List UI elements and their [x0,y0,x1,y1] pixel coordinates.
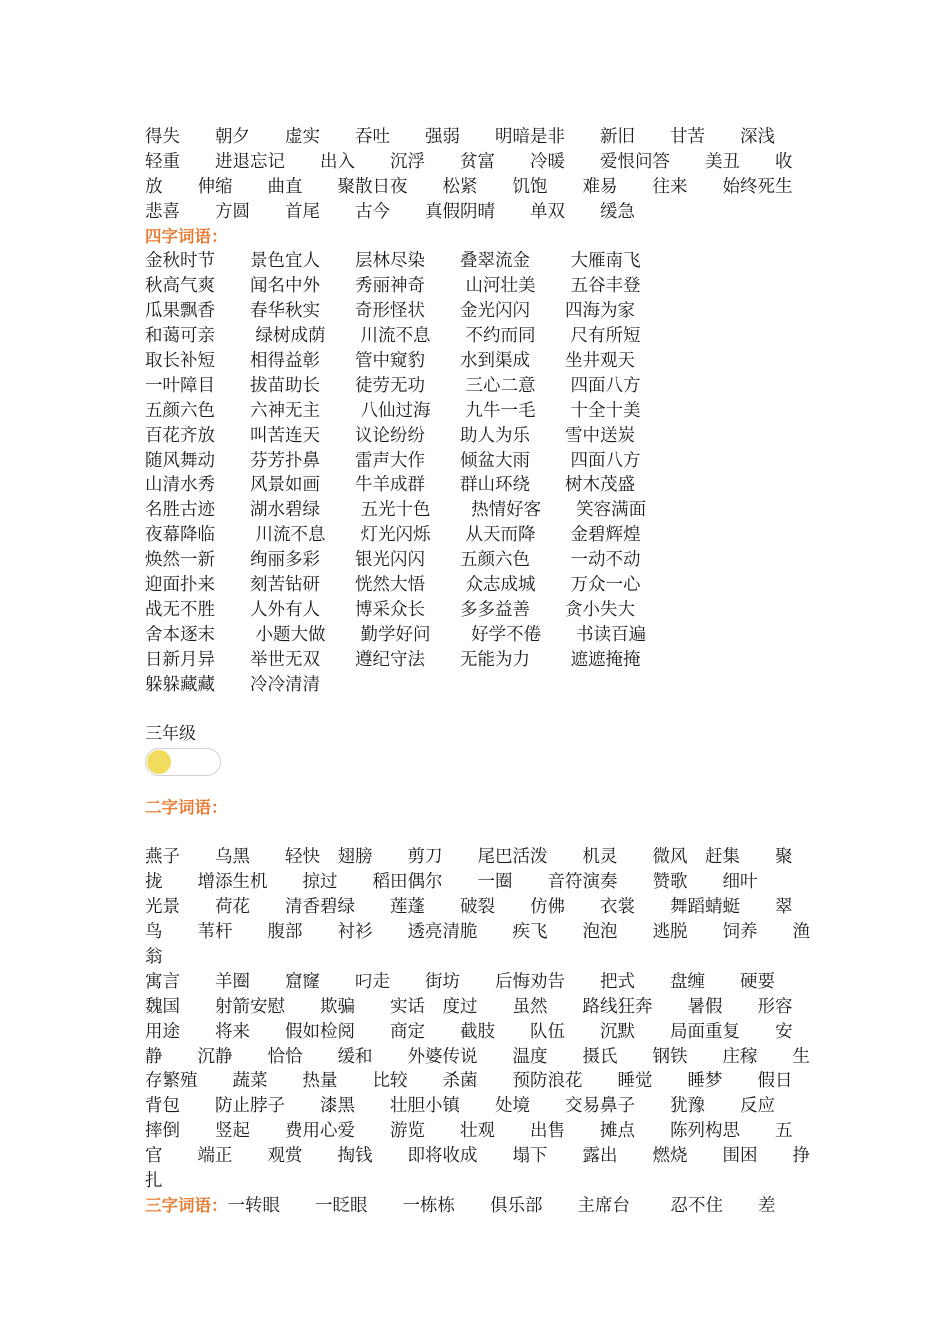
word-line: 悲喜 方圆 首尾 古今 真假阴晴 单双 缓急 [145,201,635,222]
word-line: 夜幕降临 川流不息 灯光闪烁 从天而降 金碧辉煌 [145,525,641,546]
word-line: 轻重 进退忘记 出入 沉浮 贫富 冷暖 爱恨问答 美丑 收 [145,151,793,172]
word-line: 焕然一新 绚丽多彩 银光闪闪 五颜六色 一动不动 [145,550,641,571]
word-line: 背包 防止脖子 漆黑 壮胆小镇 处境 交易鼻子 犹豫 反应 [145,1096,775,1117]
word-line: 五颜六色 六神无主 八仙过海 九牛一毛 十全十美 [145,400,641,421]
word-line: 官 端正 观赏 掏钱 即将收成 塌下 露出 燃烧 围困 挣 [145,1146,810,1167]
word-line: 百花齐放 叫苦连天 议论纷纷 助人为乐 雪中送炭 [145,425,635,446]
word-line: 用途 将来 假如检阅 商定 截肢 队伍 沉默 局面重复 安 [145,1021,793,1042]
word-line: 名胜古迹 湖水碧绿 五光十色 热情好客 笑容满面 [145,500,647,521]
word-line: 拢 增添生机 掠过 稻田偶尔 一圈 音符演奏 赞歌 细叶 [145,872,758,893]
word-line: 寓言 羊圈 窟窿 叼走 街坊 后悔劝告 把式 盘缠 硬要 [145,971,775,992]
spacer [145,821,815,845]
document-page [145,125,815,1219]
word-line: 山清水秀 风景如画 牛羊成群 群山环绕 树木茂盛 [145,475,635,496]
word-line: 秋高气爽 闻名中外 秀丽神奇 山河壮美 五谷丰登 [145,276,641,297]
word-line: 摔倒 竖起 费用心爱 游览 壮观 出售 摊点 陈列构思 五 [145,1121,793,1142]
toggle-knob[interactable] [147,750,171,774]
three-char-words: 一转眼 一眨眼 一栋栋 俱乐部 主席台 忍不住 差 [227,1195,776,1216]
two-char-antonym-list [145,125,815,225]
three-char-line [145,1194,815,1219]
four-char-word-list [145,249,815,697]
word-line: 放 伸缩 曲直 聚散日夜 松紧 饥饱 难易 往来 始终死生 [145,176,793,197]
two-char-heading: 二字词语： [145,798,228,818]
grade-label: 三年级 [145,724,196,745]
word-line: 存繁殖 蔬菜 热量 比较 杀菌 预防浪花 睡觉 睡梦 假日 [145,1071,793,1092]
word-line: 迎面扑来 刻苦钻研 恍然大悟 众志成城 万众一心 [145,575,641,596]
word-line: 鸟 苇杆 腹部 衬衫 透亮清脆 疾飞 泡泡 逃脱 饲养 渔 [145,922,810,943]
word-line: 翁 [145,946,163,967]
word-line: 战无不胜 人外有人 博采众长 多多益善 贪小失大 [145,599,635,620]
word-line: 随风舞动 芬芳扑鼻 雷声大作 倾盆大雨 四面八方 [145,450,641,471]
word-line: 扎 [145,1170,163,1191]
word-line: 魏国 射箭安慰 欺骗 实话 度过 虽然 路线狂奔 暑假 形容 [145,996,793,1017]
word-line: 光景 荷花 清香碧绿 莲蓬 破裂 仿佛 衣裳 舞蹈蜻蜓 翠 [145,897,793,918]
word-line: 和蔼可亲 绿树成荫 川流不息 不约而同 尺有所短 [145,326,641,347]
four-char-heading: 四字词语： [145,226,228,246]
word-line: 躲躲藏藏 冷冷清清 [145,674,320,695]
word-line: 金秋时节 景色宜人 层林尽染 叠翠流金 大雁南飞 [145,251,641,272]
word-line: 得失 朝夕 虚实 吞吐 强弱 明暗是非 新旧 甘苦 深浅 [145,127,775,147]
word-line: 舍本逐末 小题大做 勤学好问 好学不倦 书读百遍 [145,624,647,645]
word-line: 一叶障目 拔苗助长 徒劳无功 三心二意 四面八方 [145,375,641,396]
word-line: 燕子 乌黑 轻快 翅膀 剪刀 尾巴活泼 机灵 微风 赶集 聚 [145,847,793,868]
word-line: 静 沉静 恰恰 缓和 外婆传说 温度 摄氏 钢铁 庄稼 生 [145,1046,810,1067]
grade-toggle[interactable] [145,748,221,776]
three-char-heading: 三字词语： [145,1195,228,1215]
word-line: 瓜果飘香 春华秋实 奇形怪状 金光闪闪 四海为家 [145,301,635,322]
word-line: 取长补短 相得益彰 管中窥豹 水到渠成 坐井观天 [145,351,635,372]
word-line: 日新月异 举世无双 遵纪守法 无能为力 遮遮掩掩 [145,649,641,670]
two-char-word-list [145,845,815,1193]
